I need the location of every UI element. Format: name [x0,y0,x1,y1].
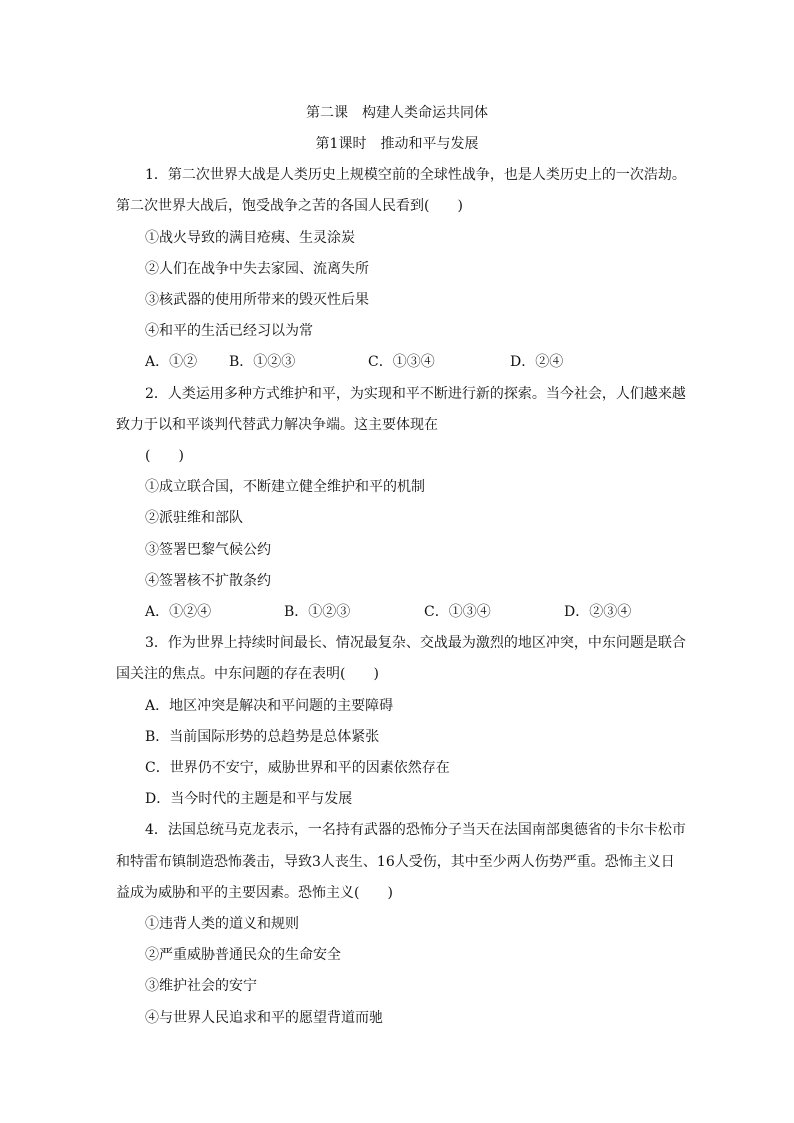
document-title: 第二课 构建人类命运共同体 [306,105,488,121]
question-1-option-b[interactable]: B．①②③ [229,354,296,370]
question-1-option-d[interactable]: D．②④ [510,354,564,370]
question-3-option-a[interactable]: A．地区冲突是解决和平问题的主要障碍 [145,698,394,714]
question-2-stem-line-1: 2．人类运用多种方式维护和平，为实现和平不断进行新的探索。当今社会，人们越来越 [145,386,686,402]
question-2-item-3: ③签署巴黎气候公约 [145,542,271,558]
question-2-item-2: ②派驻维和部队 [145,510,243,526]
question-4-item-1: ①违背人类的道义和规则 [145,916,299,932]
question-1-item-1: ①战火导致的满目疮痍、生灵涂炭 [145,230,355,246]
question-2-option-c[interactable]: C．①③④ [424,604,491,620]
question-3-stem-line-2: 国关注的焦点。中东问题的存在表明( ) [116,666,379,682]
question-3-option-b[interactable]: B．当前国际形势的总趋势是总体紧张 [145,729,380,745]
question-3-option-d[interactable]: D．当今时代的主题是和平与发展 [145,791,353,807]
question-2-option-a[interactable]: A．①②④ [145,604,212,620]
question-2-item-4: ④签署核不扩散条约 [145,573,271,589]
question-4-stem-line-1: 4．法国总统马克龙表示，一名持有武器的恐怖分子当天在法国南部奥德省的卡尔卡松市 [145,822,686,838]
question-1-item-2: ②人们在战争中失去家园、流离失所 [145,261,369,277]
question-2-item-1: ①成立联合国，不断建立健全维护和平的机制 [145,479,425,495]
question-2-stem-line-2: 致力于以和平谈判代替武力解决争端。这主要体现在 [116,417,438,433]
question-1-item-3: ③核武器的使用所带来的毁灭性后果 [145,292,369,308]
question-4-stem-line-3: 益成为威胁和平的主要因素。恐怖主义( ) [116,885,393,901]
question-1-option-c[interactable]: C．①③④ [368,354,435,370]
question-2-option-d[interactable]: D．②③④ [564,604,632,620]
lesson-subtitle: 第1课时 推动和平与发展 [315,136,479,152]
question-4-item-3: ③维护社会的安宁 [145,978,257,994]
question-1-stem-line-1: 1．第二次世界大战是人类历史上规模空前的全球性战争，也是人类历史上的一次浩劫。 [145,167,686,183]
question-3-stem-line-1: 3．作为世界上持续时间最长、情况最复杂、交战最为激烈的地区冲突，中东问题是联合 [145,635,686,651]
question-1-option-a[interactable]: A．①② [145,354,198,370]
question-2-option-b[interactable]: B．①②③ [284,604,351,620]
question-4-item-2: ②严重威胁普通民众的生命安全 [145,947,341,963]
question-3-option-c[interactable]: C．世界仍不安宁，威胁世界和平的因素依然存在 [145,760,450,776]
question-2-stem-line-3: ( ) [145,448,184,464]
question-1-item-4: ④和平的生活已经习以为常 [145,323,313,339]
question-4-stem-line-2: 和特雷布镇制造恐怖袭击，导致3人丧生、16人受伤，其中至少两人伤势严重。恐怖主义日 [116,854,675,870]
question-1-stem-line-2: 第二次世界大战后，饱受战争之苦的各国人民看到( ) [116,198,463,214]
question-4-item-4: ④与世界人民追求和平的愿望背道而驰 [145,1010,383,1026]
